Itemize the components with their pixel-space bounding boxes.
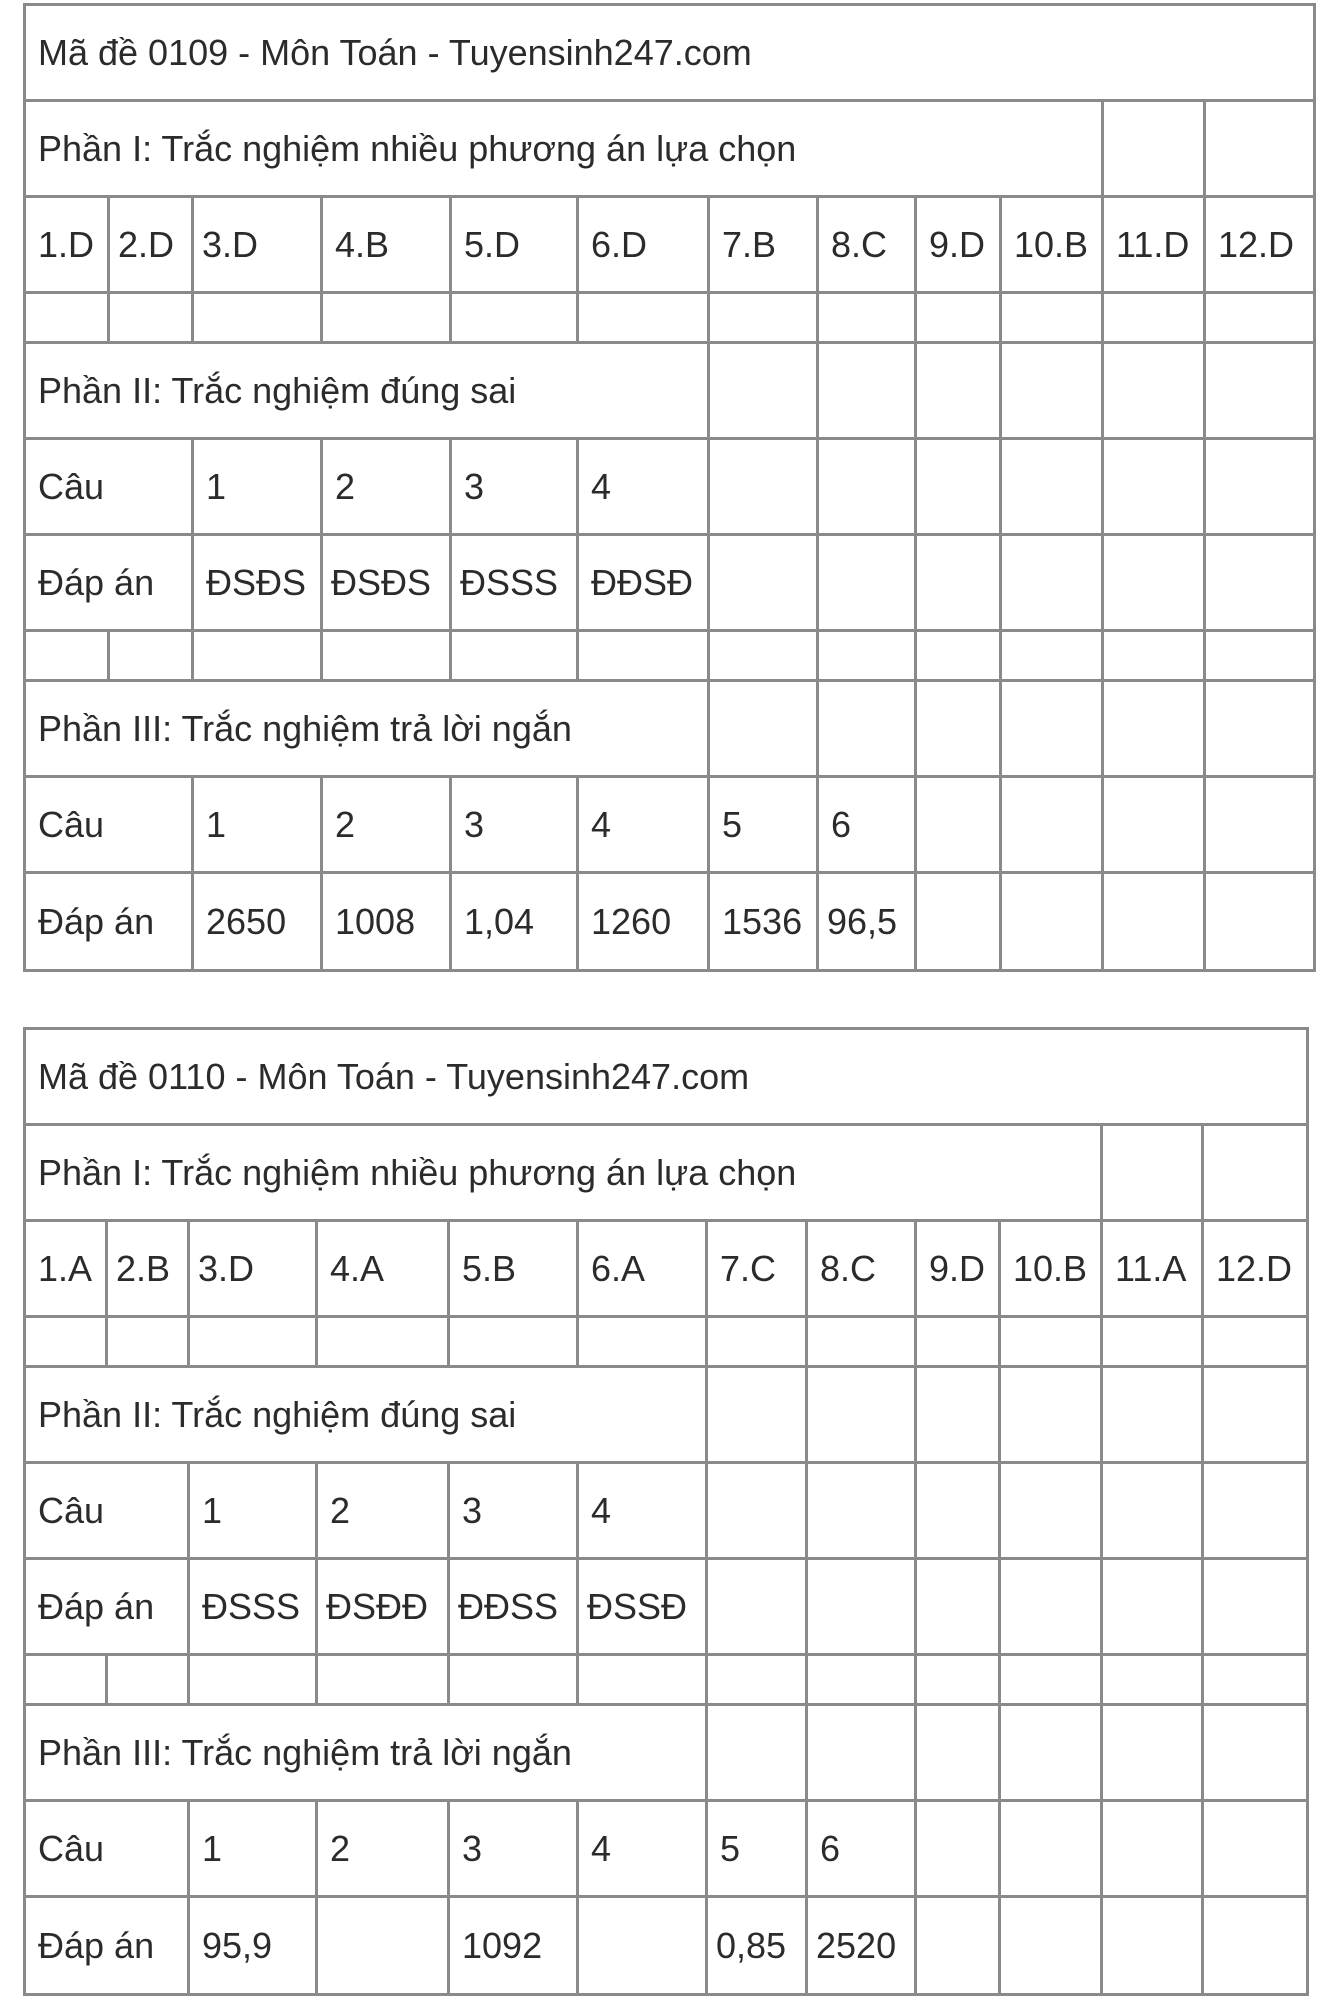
empty-cell: [807, 1317, 916, 1367]
part1-answer-cell: 1.D: [25, 197, 109, 293]
empty-cell: [317, 1317, 449, 1367]
part2-question-number: 2: [317, 1463, 449, 1559]
empty-cell: [709, 631, 818, 681]
empty-cell: [449, 1317, 578, 1367]
empty-cell: [1103, 293, 1205, 343]
empty-cell: [1103, 873, 1205, 971]
part2-answer-cell: ĐSSS: [451, 535, 578, 631]
part1-answer-cell: 9.D: [916, 1221, 1000, 1317]
empty-cell: [322, 293, 451, 343]
empty-cell: [1001, 681, 1103, 777]
part3-answer-cell: 1092: [449, 1897, 578, 1995]
empty-cell: [818, 631, 916, 681]
part3-answer-cell: [578, 1897, 707, 1995]
part1-answer-cell: 10.B: [1000, 1221, 1102, 1317]
empty-cell: [707, 1655, 807, 1705]
empty-cell: [916, 1559, 1000, 1655]
empty-cell: [709, 681, 818, 777]
empty-cell: [818, 293, 916, 343]
empty-cell: [1205, 681, 1315, 777]
empty-cell: [807, 1559, 916, 1655]
empty-cell: [1000, 1655, 1102, 1705]
empty-cell: [1203, 1559, 1308, 1655]
part2-heading: Phần II: Trắc nghiệm đúng sai: [25, 1367, 707, 1463]
part1-answer-cell: 2.B: [107, 1221, 189, 1317]
part2-question-label: Câu: [25, 1463, 189, 1559]
empty-cell: [1001, 439, 1103, 535]
empty-cell: [1103, 439, 1205, 535]
part1-answer-cell: 5.D: [451, 197, 578, 293]
empty-cell: [189, 1655, 317, 1705]
part2-answer-cell: ĐSĐĐ: [317, 1559, 449, 1655]
empty-cell: [1001, 343, 1103, 439]
empty-cell: [1102, 1559, 1203, 1655]
part3-question-label: Câu: [25, 777, 193, 873]
part2-answer-label: Đáp án: [25, 1559, 189, 1655]
empty-cell: [1102, 1125, 1203, 1221]
empty-cell: [1203, 1801, 1308, 1897]
part3-question-number: 1: [193, 777, 322, 873]
part3-answer-cell: 1008: [322, 873, 451, 971]
empty-cell: [1102, 1367, 1203, 1463]
empty-cell: [1205, 535, 1315, 631]
empty-cell: [449, 1655, 578, 1705]
part3-answer-cell: [317, 1897, 449, 1995]
empty-cell: [578, 1655, 707, 1705]
empty-cell: [1102, 1897, 1203, 1995]
part1-answer-cell: 4.B: [322, 197, 451, 293]
empty-cell: [322, 631, 451, 681]
part3-answer-cell: 1536: [709, 873, 818, 971]
empty-cell: [25, 1317, 107, 1367]
part3-question-number: 6: [807, 1801, 916, 1897]
empty-cell: [107, 1655, 189, 1705]
part2-question-number: 3: [451, 439, 578, 535]
empty-cell: [1205, 293, 1315, 343]
empty-cell: [1205, 439, 1315, 535]
empty-cell: [916, 631, 1001, 681]
empty-cell: [916, 777, 1001, 873]
empty-cell: [818, 535, 916, 631]
empty-cell: [1001, 777, 1103, 873]
part3-question-number: 3: [451, 777, 578, 873]
part2-answer-label: Đáp án: [25, 535, 193, 631]
empty-cell: [1203, 1125, 1308, 1221]
part1-answer-cell: 3.D: [189, 1221, 317, 1317]
part1-answer-cell: 6.A: [578, 1221, 707, 1317]
answer-key-table-0110: [23, 1027, 1309, 1996]
exam-title: Mã đề 0110 - Môn Toán - Tuyensinh247.com: [25, 1029, 1308, 1125]
empty-cell: [709, 293, 818, 343]
empty-cell: [1103, 101, 1205, 197]
part1-answer-cell: 2.D: [109, 197, 193, 293]
empty-cell: [709, 343, 818, 439]
empty-cell: [1000, 1559, 1102, 1655]
empty-cell: [818, 343, 916, 439]
part3-question-number: 4: [578, 1801, 707, 1897]
empty-cell: [107, 1317, 189, 1367]
empty-cell: [916, 535, 1001, 631]
empty-cell: [1000, 1317, 1102, 1367]
empty-cell: [916, 1705, 1000, 1801]
part3-answer-cell: 1,04: [451, 873, 578, 971]
empty-cell: [916, 1897, 1000, 1995]
part2-question-number: 4: [578, 1463, 707, 1559]
part3-question-number: 5: [709, 777, 818, 873]
part1-answer-cell: 7.B: [709, 197, 818, 293]
empty-cell: [1001, 535, 1103, 631]
part3-question-number: 3: [449, 1801, 578, 1897]
empty-cell: [916, 293, 1001, 343]
empty-cell: [709, 439, 818, 535]
part3-question-number: 2: [322, 777, 451, 873]
empty-cell: [193, 293, 322, 343]
part2-question-number: 1: [193, 439, 322, 535]
part1-answer-cell: 3.D: [193, 197, 322, 293]
part3-question-number: 6: [818, 777, 916, 873]
empty-cell: [807, 1655, 916, 1705]
part3-answer-cell: 95,9: [189, 1897, 317, 1995]
part1-answer-cell: 4.A: [317, 1221, 449, 1317]
empty-cell: [1203, 1897, 1308, 1995]
empty-cell: [1102, 1655, 1203, 1705]
part2-answer-cell: ĐSSS: [189, 1559, 317, 1655]
empty-cell: [1205, 343, 1315, 439]
part1-answer-cell: 10.B: [1001, 197, 1103, 293]
empty-cell: [25, 293, 109, 343]
empty-cell: [1000, 1897, 1102, 1995]
empty-cell: [578, 293, 709, 343]
part2-question-number: 4: [578, 439, 709, 535]
part1-answer-cell: 6.D: [578, 197, 709, 293]
empty-cell: [25, 1655, 107, 1705]
empty-cell: [1000, 1463, 1102, 1559]
empty-cell: [807, 1367, 916, 1463]
empty-cell: [317, 1655, 449, 1705]
empty-cell: [916, 1463, 1000, 1559]
part3-answer-label: Đáp án: [25, 873, 193, 971]
empty-cell: [916, 1367, 1000, 1463]
empty-cell: [109, 631, 193, 681]
part1-heading: Phần I: Trắc nghiệm nhiều phương án lựa chọn: [25, 1125, 1102, 1221]
empty-cell: [707, 1559, 807, 1655]
empty-cell: [1205, 873, 1315, 971]
empty-cell: [1203, 1463, 1308, 1559]
empty-cell: [916, 1655, 1000, 1705]
empty-cell: [818, 681, 916, 777]
empty-cell: [1103, 631, 1205, 681]
empty-cell: [109, 293, 193, 343]
part1-answer-cell: 1.A: [25, 1221, 107, 1317]
empty-cell: [451, 631, 578, 681]
part1-answer-cell: 12.D: [1203, 1221, 1308, 1317]
empty-cell: [707, 1705, 807, 1801]
empty-cell: [1203, 1367, 1308, 1463]
empty-cell: [1102, 1463, 1203, 1559]
part1-answer-cell: 9.D: [916, 197, 1001, 293]
empty-cell: [1001, 631, 1103, 681]
empty-cell: [916, 873, 1001, 971]
part2-question-number: 3: [449, 1463, 578, 1559]
part1-answer-cell: 11.D: [1103, 197, 1205, 293]
empty-cell: [1102, 1705, 1203, 1801]
part3-answer-cell: 2520: [807, 1897, 916, 1995]
part2-answer-cell: ĐĐSS: [449, 1559, 578, 1655]
answer-key-table-0109: [23, 3, 1316, 972]
part3-answer-cell: 0,85: [707, 1897, 807, 1995]
part2-answer-cell: ĐĐSĐ: [578, 535, 709, 631]
empty-cell: [707, 1317, 807, 1367]
empty-cell: [1103, 777, 1205, 873]
empty-cell: [25, 631, 109, 681]
empty-cell: [1203, 1317, 1308, 1367]
part3-question-number: 2: [317, 1801, 449, 1897]
part3-answer-cell: 1260: [578, 873, 709, 971]
empty-cell: [709, 535, 818, 631]
empty-cell: [1102, 1317, 1203, 1367]
empty-cell: [916, 439, 1001, 535]
empty-cell: [1203, 1705, 1308, 1801]
empty-cell: [1000, 1367, 1102, 1463]
part1-heading: Phần I: Trắc nghiệm nhiều phương án lựa chọn: [25, 101, 1103, 197]
empty-cell: [189, 1317, 317, 1367]
empty-cell: [707, 1367, 807, 1463]
part1-answer-cell: 7.C: [707, 1221, 807, 1317]
part3-question-number: 5: [707, 1801, 807, 1897]
empty-cell: [1205, 631, 1315, 681]
part1-answer-cell: 8.C: [818, 197, 916, 293]
empty-cell: [1205, 101, 1315, 197]
part3-question-number: 1: [189, 1801, 317, 1897]
empty-cell: [916, 1801, 1000, 1897]
part3-answer-cell: 2650: [193, 873, 322, 971]
empty-cell: [1001, 293, 1103, 343]
empty-cell: [818, 439, 916, 535]
empty-cell: [193, 631, 322, 681]
empty-cell: [1001, 873, 1103, 971]
part3-question-label: Câu: [25, 1801, 189, 1897]
part1-answer-cell: 8.C: [807, 1221, 916, 1317]
empty-cell: [1103, 681, 1205, 777]
empty-cell: [578, 631, 709, 681]
exam-title: Mã đề 0109 - Môn Toán - Tuyensinh247.com: [25, 5, 1315, 101]
part2-question-label: Câu: [25, 439, 193, 535]
part1-answer-cell: 12.D: [1205, 197, 1315, 293]
part3-question-number: 4: [578, 777, 709, 873]
part1-answer-cell: 11.A: [1102, 1221, 1203, 1317]
part2-answer-cell: ĐSSĐ: [578, 1559, 707, 1655]
part2-heading: Phần II: Trắc nghiệm đúng sai: [25, 343, 709, 439]
empty-cell: [578, 1317, 707, 1367]
part2-answer-cell: ĐSĐS: [322, 535, 451, 631]
part3-heading: Phần III: Trắc nghiệm trả lời ngắn: [25, 681, 709, 777]
empty-cell: [1205, 777, 1315, 873]
empty-cell: [1000, 1801, 1102, 1897]
empty-cell: [916, 1317, 1000, 1367]
part1-answer-cell: 5.B: [449, 1221, 578, 1317]
empty-cell: [1000, 1705, 1102, 1801]
empty-cell: [707, 1463, 807, 1559]
part2-question-number: 2: [322, 439, 451, 535]
part2-answer-cell: ĐSĐS: [193, 535, 322, 631]
part3-heading: Phần III: Trắc nghiệm trả lời ngắn: [25, 1705, 707, 1801]
empty-cell: [807, 1705, 916, 1801]
empty-cell: [451, 293, 578, 343]
empty-cell: [1103, 535, 1205, 631]
empty-cell: [916, 343, 1001, 439]
part2-question-number: 1: [189, 1463, 317, 1559]
empty-cell: [1203, 1655, 1308, 1705]
empty-cell: [807, 1463, 916, 1559]
empty-cell: [1102, 1801, 1203, 1897]
part3-answer-cell: 96,5: [818, 873, 916, 971]
part3-answer-label: Đáp án: [25, 1897, 189, 1995]
empty-cell: [916, 681, 1001, 777]
empty-cell: [1103, 343, 1205, 439]
